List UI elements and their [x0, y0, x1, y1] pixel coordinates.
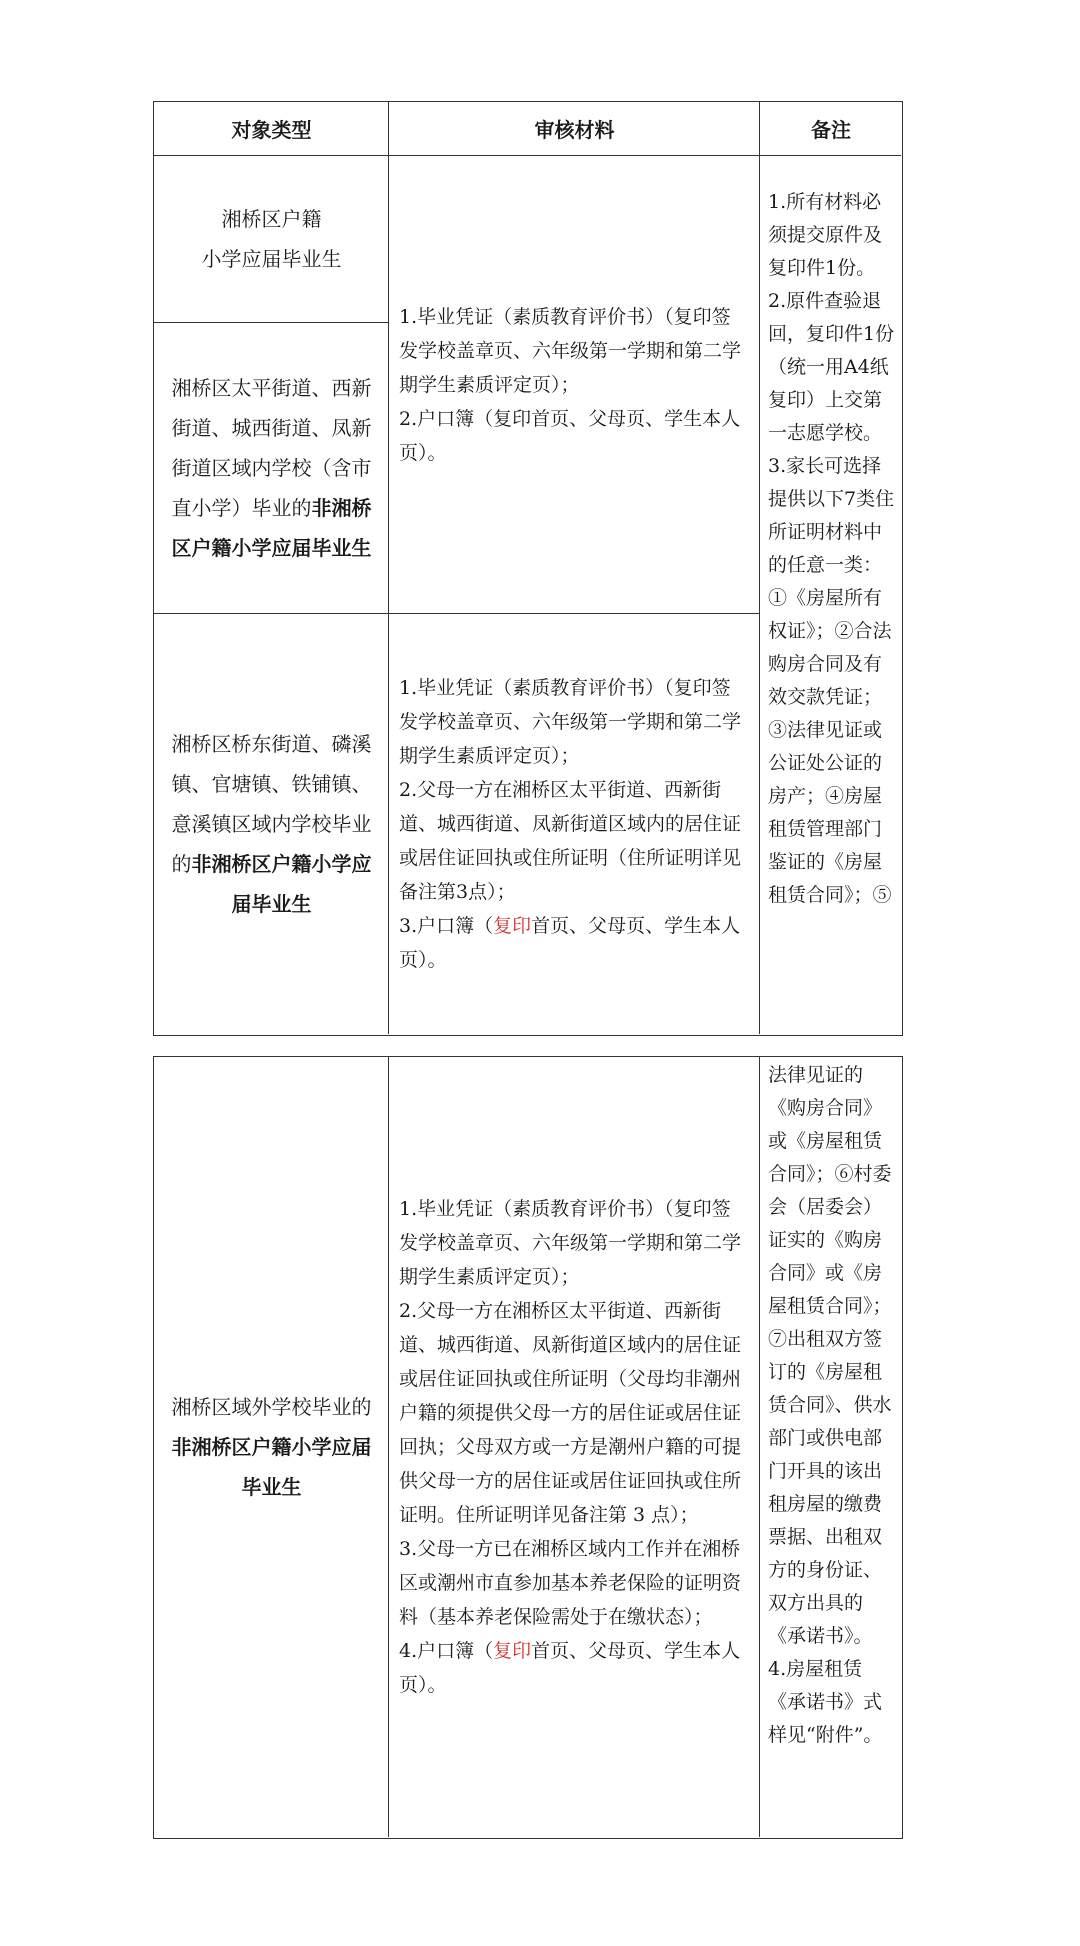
- review-materials-table-2: [153, 1056, 903, 1839]
- review-materials-table-1: [153, 101, 903, 1036]
- material-item: 4.户口簿（复印首页、父母页、学生本人页）。: [399, 1640, 741, 1696]
- header-object-type: 对象类型: [231, 118, 312, 142]
- materials-outside-district: [389, 1057, 760, 1837]
- object-type-local-graduates: [154, 156, 389, 322]
- header-review-materials: 审核材料: [534, 118, 615, 142]
- material-item: 3.父母一方已在湘桥区域内工作并在湘桥区或潮州市直参加基本养老保险的证明资料（基本养老保险需处于在缴状态）；: [399, 1538, 742, 1628]
- material-item: 1.毕业凭证（素质教育评价书）（复印签发学校盖章页、六年级第一学期和第二学期学生素质评定页）；: [399, 1198, 742, 1288]
- remark-item: 4.房屋租赁《承诺书》式样见“附件”。: [768, 1658, 883, 1746]
- material-item: 3.户口簿（复印首页、父母页、学生本人页）。: [399, 915, 741, 971]
- remark-item: 3.家长可选择提供以下7类住所证明材料中的任意一类：①《房屋所有权证》；②合法购房合同及有效交款凭证；③法律见证或公证处公证的房产；④房屋租赁管理部门鉴证的《房屋租赁合同》；⑤: [768, 455, 895, 906]
- object-type-outside-district: 湘桥区域外学校毕业的非湘桥区户籍小学应届毕业生: [171, 1395, 372, 1499]
- object-type-nonlocal-east-towns: 湘桥区桥东街道、磷溪镇、官塘镇、铁铺镇、意溪镇区域内学校毕业的非湘桥区户籍小学应届毕业生: [171, 732, 372, 916]
- object-type-nonlocal-central-district: 湘桥区太平街道、西新街道、城西街道、凤新街道区域内学校（含市直小学）毕业的非湘桥区户籍小学应届毕业生: [171, 376, 372, 560]
- materials-row-3: [389, 614, 760, 1034]
- remark-item: 法律见证的《购房合同》或《房屋租赁合同》；⑥村委会（居委会）证实的《购房合同》或《房屋租赁合同》；⑦出租双方签订的《房屋租赁合同》、供水部门或供电部门开具的该出租房屋的缴费票据、出租双方的身份证、双方出具的《承诺书》。: [768, 1064, 892, 1647]
- remarks-cell-2: [760, 1059, 902, 1837]
- material-item: 1.毕业凭证（素质教育评价书）（复印签发学校盖章页、六年级第一学期和第二学期学生素质评定页）；: [399, 305, 742, 396]
- material-item: 1.毕业凭证（素质教育评价书）（复印签发学校盖章页、六年级第一学期和第二学期学生素质评定页）；: [399, 677, 742, 767]
- highlight-copy-text: 复印: [493, 1640, 532, 1662]
- header-remarks: 备注: [811, 118, 851, 142]
- highlight-copy-text: 复印: [493, 915, 532, 937]
- object-type-line: 小学应届毕业生: [201, 247, 342, 271]
- materials-rows-1-2: [389, 156, 760, 613]
- remarks-cell-1: [760, 186, 902, 1034]
- material-item: 2.父母一方在湘桥区太平街道、西新街道、城西街道、凤新街道区域内的居住证或居住证回执或住所证明（父母均非潮州户籍的须提供父母一方的居住证或居住证回执；父母双方或一方是潮州户籍的可提供父母一方的居住证或居住证回执或住所证明。住所证明详见备注第 3 点）；: [399, 1300, 742, 1526]
- material-item: 2.户口簿（复印首页、父母页、学生本人页）。: [399, 407, 741, 464]
- remark-item: 1.所有材料必须提交原件及复印件1份。: [768, 191, 883, 279]
- object-type-line: 湘桥区户籍: [221, 207, 322, 231]
- material-item: 2.父母一方在湘桥区太平街道、西新街道、城西街道、凤新街道区域内的居住证或居住证回执或住所证明（住所证明详见备注第3点）；: [399, 779, 742, 903]
- remark-item: 2.原件查验退回，复印件1份（统一用A4纸复印）上交第一志愿学校。: [768, 290, 895, 444]
